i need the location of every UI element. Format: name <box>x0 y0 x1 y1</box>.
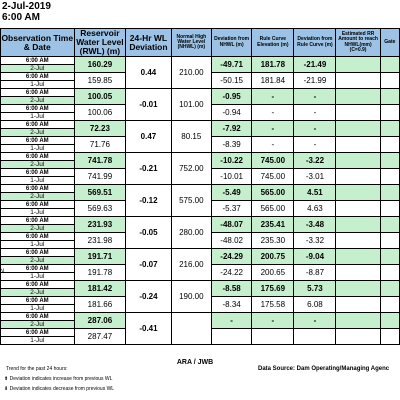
wl-deviation-24hr: 0.44 <box>126 57 171 89</box>
estimated-rr-previous <box>336 137 380 153</box>
previous-observation-date: 1-Jul <box>1 337 75 345</box>
increase-marker-icon: ⬆ <box>4 376 9 382</box>
estimated-rr-current <box>336 185 380 201</box>
deviation-rule-previous: -8.87 <box>294 265 336 281</box>
rule-curve-previous: 200.65 <box>252 265 294 281</box>
rwl-current: 741.78 <box>74 153 126 169</box>
deviation-rule-current: -3.48 <box>294 217 336 233</box>
table-row <box>1 281 400 289</box>
observation-time: 6:00 AM <box>1 281 75 289</box>
nhwl-value: 80.15 <box>171 121 211 153</box>
deviation-rule-previous: -21.99 <box>294 73 336 89</box>
wl-deviation-24hr: -0.12 <box>126 185 171 217</box>
estimated-rr-current <box>336 153 380 169</box>
previous-observation-date: 1-Jul <box>1 241 75 249</box>
gate-current <box>380 57 399 73</box>
deviation-nhwl-current: -49.71 <box>212 57 252 73</box>
rule-curve-current: 745.00 <box>252 153 294 169</box>
rwl-current: 72.23 <box>74 121 126 137</box>
wl-deviation-24hr: -0.21 <box>126 153 171 185</box>
rule-curve-previous <box>252 329 294 345</box>
rule-curve-previous: 175.58 <box>252 297 294 313</box>
previous-observation-time: 6:00 AM <box>1 105 75 113</box>
estimated-rr-current <box>336 57 380 73</box>
rwl-previous: 100.06 <box>74 105 126 121</box>
previous-observation-time: 6:00 AM <box>1 73 75 81</box>
observation-date: 2-Jul <box>1 321 75 329</box>
rwl-previous: 181.66 <box>74 297 126 313</box>
wl-deviation-24hr: -0.01 <box>126 89 171 121</box>
deviation-nhwl-current: -48.07 <box>212 217 252 233</box>
observation-time: 6:00 AM <box>1 249 75 257</box>
estimated-rr-current <box>336 217 380 233</box>
gate-current <box>380 185 399 201</box>
footer-initials: ARA / JWB <box>176 359 214 366</box>
previous-observation-time: 6:00 AM <box>1 329 75 337</box>
report-date: 2-Jul-2019 <box>2 1 51 12</box>
estimated-rr-current <box>336 313 380 329</box>
rule-curve-current: 235.41 <box>252 217 294 233</box>
gate-previous <box>380 233 399 249</box>
col-estimated-rr: Estimated RR Amount to reach NHWL(mm) (C=0.9) <box>336 29 380 57</box>
report-time: 6:00 AM <box>2 12 40 23</box>
footer-decrease-note: ⬇ Deviation indicates decrease from previous WL <box>4 386 115 392</box>
previous-observation-date: 1-Jul <box>1 145 75 153</box>
col-deviation-rule-curve: Deviation from Rule Curve (m) <box>294 29 336 57</box>
deviation-rule-previous: -3.32 <box>294 233 336 249</box>
col-gate: Gate <box>380 29 399 57</box>
gate-current <box>380 281 399 297</box>
wl-deviation-24hr: -0.24 <box>126 281 171 313</box>
observation-date: 2-Jul <box>1 225 75 233</box>
footer-increase-note: ⬆ Deviation indicates increase from previous WL <box>4 376 113 382</box>
estimated-rr-current <box>336 89 380 105</box>
wl-deviation-24hr: -0.41 <box>126 313 171 345</box>
deviation-nhwl-previous: -5.37 <box>212 201 252 217</box>
estimated-rr-previous <box>336 297 380 313</box>
observation-time: 6:00 AM <box>1 185 75 193</box>
deviation-nhwl-previous: -24.22 <box>212 265 252 281</box>
estimated-rr-current <box>336 121 380 137</box>
rwl-previous: 741.99 <box>74 169 126 185</box>
rwl-previous: 191.78 <box>74 265 126 281</box>
nhwl-value: 101.00 <box>171 89 211 121</box>
rule-curve-current: 181.78 <box>252 57 294 73</box>
estimated-rr-previous <box>336 201 380 217</box>
gate-current <box>380 313 399 329</box>
deviation-nhwl-previous: -10.01 <box>212 169 252 185</box>
nhwl-value: 575.00 <box>171 185 211 217</box>
estimated-rr-previous <box>336 233 380 249</box>
observation-time: 6:00 AM <box>1 57 75 65</box>
observation-time: 6:00 AM <box>1 217 75 225</box>
nhwl-value: 752.00 <box>171 153 211 185</box>
decrease-marker-icon: ⬇ <box>4 386 9 392</box>
deviation-nhwl-previous: -0.94 <box>212 105 252 121</box>
col-nhwl: Normal High Water Level (NHWL) (m) <box>171 29 211 57</box>
table-row <box>1 249 400 257</box>
rwl-current: 569.51 <box>74 185 126 201</box>
nhwl-value: 210.00 <box>171 57 211 89</box>
observation-date: 2-Jul <box>1 161 75 169</box>
rwl-current: 160.29 <box>74 57 126 73</box>
deviation-nhwl-previous: -8.39 <box>212 137 252 153</box>
previous-observation-time: 6:00 AM <box>1 233 75 241</box>
deviation-rule-current: - <box>294 121 336 137</box>
previous-observation-date: 1-Jul <box>1 81 75 89</box>
nhwl-value: 216.00 <box>171 249 211 281</box>
col-rule-curve: Rule Curve Elevation (m) <box>252 29 294 57</box>
rule-curve-previous: 745.00 <box>252 169 294 185</box>
deviation-nhwl-current: - <box>212 313 252 329</box>
table-row <box>1 217 400 225</box>
rule-curve-current: 565.00 <box>252 185 294 201</box>
wl-deviation-24hr: -0.05 <box>126 217 171 249</box>
previous-observation-time: 6:00 AM <box>1 265 75 273</box>
edge-mark: N <box>0 269 5 275</box>
col-observation: Observation Time & Date <box>1 29 75 57</box>
gate-previous <box>380 137 399 153</box>
deviation-rule-current: -9.04 <box>294 249 336 265</box>
deviation-rule-current: - <box>294 313 336 329</box>
deviation-rule-current: -3.22 <box>294 153 336 169</box>
previous-observation-date: 1-Jul <box>1 209 75 217</box>
table-row <box>1 153 400 161</box>
table-row <box>1 89 400 97</box>
rule-curve-current: - <box>252 121 294 137</box>
deviation-nhwl-current: -5.49 <box>212 185 252 201</box>
rwl-current: 287.06 <box>74 313 126 329</box>
deviation-rule-current: 4.51 <box>294 185 336 201</box>
deviation-nhwl-previous: -8.34 <box>212 297 252 313</box>
rwl-previous: 569.63 <box>74 201 126 217</box>
previous-observation-time: 6:00 AM <box>1 169 75 177</box>
rule-curve-previous: 181.84 <box>252 73 294 89</box>
gate-current <box>380 217 399 233</box>
gate-previous <box>380 329 399 345</box>
gate-current <box>380 121 399 137</box>
estimated-rr-previous <box>336 105 380 121</box>
previous-observation-date: 1-Jul <box>1 273 75 281</box>
observation-time: 6:00 AM <box>1 153 75 161</box>
gate-previous <box>380 169 399 185</box>
rule-curve-previous: 235.30 <box>252 233 294 249</box>
gate-current <box>380 249 399 265</box>
table-row <box>1 121 400 129</box>
rule-curve-previous: 565.00 <box>252 201 294 217</box>
deviation-rule-current: 5.73 <box>294 281 336 297</box>
observation-date: 2-Jul <box>1 97 75 105</box>
deviation-rule-previous: 4.63 <box>294 201 336 217</box>
deviation-nhwl-current: -8.58 <box>212 281 252 297</box>
deviation-rule-previous <box>294 329 336 345</box>
table-row <box>1 57 400 65</box>
footer-data-source: Data Source: Dam Operating/Managing Agenc <box>258 366 390 372</box>
deviation-rule-previous: - <box>294 137 336 153</box>
observation-date: 2-Jul <box>1 65 75 73</box>
gate-previous <box>380 73 399 89</box>
estimated-rr-current <box>336 281 380 297</box>
rwl-current: 181.42 <box>74 281 126 297</box>
rwl-previous: 159.85 <box>74 73 126 89</box>
rule-curve-previous: - <box>252 137 294 153</box>
rwl-previous: 287.47 <box>74 329 126 345</box>
nhwl-value <box>171 313 211 345</box>
deviation-rule-previous: -3.01 <box>294 169 336 185</box>
observation-date: 2-Jul <box>1 129 75 137</box>
rule-curve-previous: - <box>252 105 294 121</box>
gate-previous <box>380 265 399 281</box>
observation-time: 6:00 AM <box>1 313 75 321</box>
observation-date: 2-Jul <box>1 289 75 297</box>
rule-curve-current: - <box>252 313 294 329</box>
dam-water-level-table <box>0 28 400 345</box>
table-row <box>1 185 400 193</box>
deviation-rule-current: -21.49 <box>294 57 336 73</box>
previous-observation-date: 1-Jul <box>1 305 75 313</box>
col-24hr-deviation: 24-Hr WL Deviation <box>126 29 171 57</box>
observation-time: 6:00 AM <box>1 121 75 129</box>
deviation-nhwl-previous: -50.15 <box>212 73 252 89</box>
observation-date: 2-Jul <box>1 257 75 265</box>
rwl-current: 231.93 <box>74 217 126 233</box>
deviation-rule-previous: - <box>294 105 336 121</box>
previous-observation-date: 1-Jul <box>1 177 75 185</box>
rule-curve-current: 200.75 <box>252 249 294 265</box>
gate-current <box>380 153 399 169</box>
previous-observation-time: 6:00 AM <box>1 137 75 145</box>
observation-time: 6:00 AM <box>1 89 75 97</box>
rule-curve-current: - <box>252 89 294 105</box>
estimated-rr-previous <box>336 73 380 89</box>
gate-previous <box>380 297 399 313</box>
observation-date: 2-Jul <box>1 193 75 201</box>
previous-observation-date: 1-Jul <box>1 113 75 121</box>
rwl-previous: 231.98 <box>74 233 126 249</box>
wl-deviation-24hr: -0.07 <box>126 249 171 281</box>
gate-current <box>380 89 399 105</box>
gate-previous <box>380 105 399 121</box>
nhwl-value: 190.00 <box>171 281 211 313</box>
deviation-rule-current: - <box>294 89 336 105</box>
deviation-nhwl-current: -10.22 <box>212 153 252 169</box>
deviation-nhwl-previous: -48.02 <box>212 233 252 249</box>
rule-curve-current: 175.69 <box>252 281 294 297</box>
rwl-current: 191.71 <box>74 249 126 265</box>
table-row <box>1 313 400 321</box>
previous-observation-time: 6:00 AM <box>1 297 75 305</box>
deviation-nhwl-current: -0.95 <box>212 89 252 105</box>
col-rwl: Reservoir Water Level (RWL) (m) <box>74 29 126 57</box>
col-deviation-nhwl: Deviation from NHWL (m) <box>212 29 252 57</box>
gate-previous <box>380 201 399 217</box>
rwl-previous: 71.76 <box>74 137 126 153</box>
previous-observation-time: 6:00 AM <box>1 201 75 209</box>
estimated-rr-previous <box>336 169 380 185</box>
estimated-rr-previous <box>336 329 380 345</box>
estimated-rr-current <box>336 249 380 265</box>
rwl-current: 100.05 <box>74 89 126 105</box>
deviation-nhwl-current: -24.29 <box>212 249 252 265</box>
estimated-rr-previous <box>336 265 380 281</box>
nhwl-value: 280.00 <box>171 217 211 249</box>
footer-trend-note: Trend for the past 24 hours: <box>6 366 68 372</box>
wl-deviation-24hr: 0.47 <box>126 121 171 153</box>
deviation-nhwl-previous <box>212 329 252 345</box>
deviation-nhwl-current: -7.92 <box>212 121 252 137</box>
deviation-rule-previous: 6.08 <box>294 297 336 313</box>
